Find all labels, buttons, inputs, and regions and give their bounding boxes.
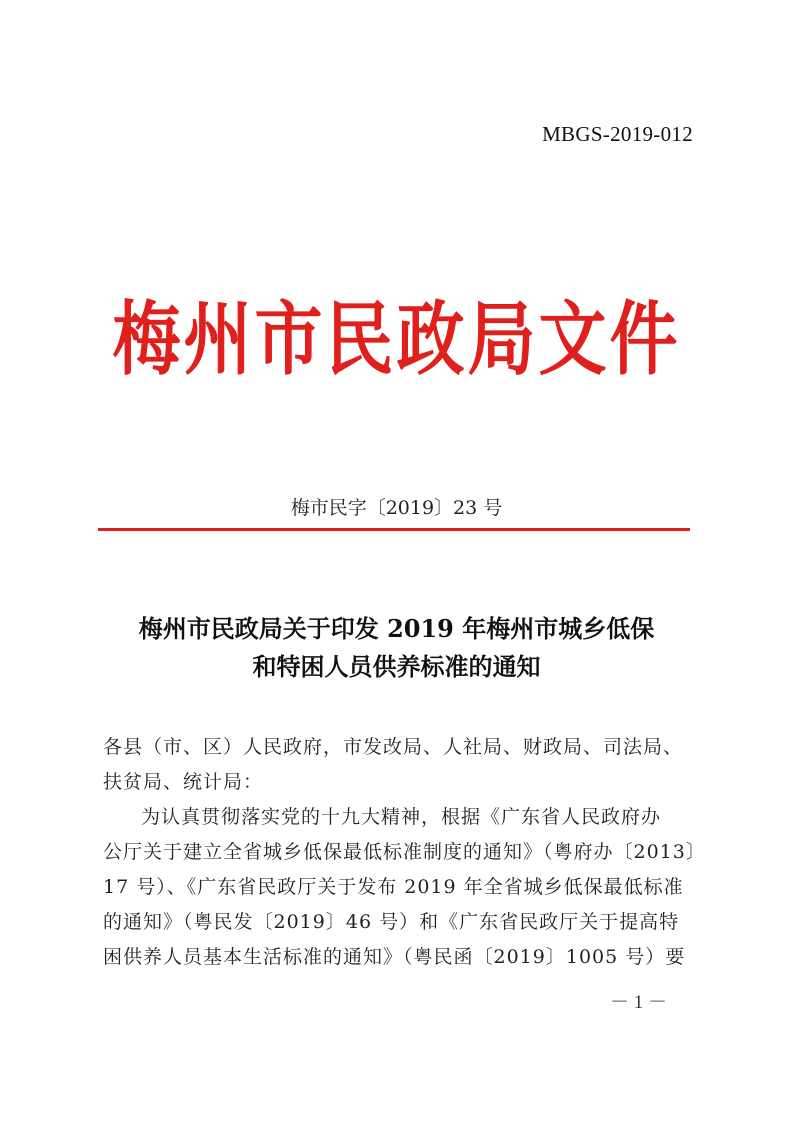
document-number: 梅市民字〔2019〕23 号 — [290, 497, 503, 519]
salutation-line-1: 各县（市、区）人民政府，市发改局、人社局、财政局、司法局、 — [103, 736, 684, 758]
salutation — [103, 730, 703, 800]
masthead-title: 梅州市民政局文件 — [112, 293, 681, 387]
notice-title-line-1: 梅州市民政局关于印发 2019 年梅州市城乡低保 — [138, 614, 655, 643]
page-number: － 1 － — [609, 992, 667, 1013]
body-line: 17 号）、《广东省民政厅关于发布 2019 年全省城乡低保最低标准 — [103, 876, 684, 898]
body-line: 的通知》（粤民发〔2019〕46 号）和《广东省民政厅关于提高特 — [103, 911, 680, 933]
body-line: 为认真贯彻落实党的十九大精神，根据《广东省人民政府办 — [141, 806, 662, 828]
notice-title — [0, 610, 793, 686]
body-line: 困供养人员基本生活标准的通知》（粤民函〔2019〕1005 号）要 — [103, 946, 686, 968]
document-code: MBGS-2019-012 — [542, 122, 693, 146]
body-line: 公厅关于建立全省城乡低保最低标准制度的通知》（粤府办〔2013〕 — [103, 841, 706, 863]
salutation-line-2: 扶贫局、统计局： — [103, 771, 264, 793]
red-divider-rule — [98, 528, 690, 531]
notice-title-line-2: 和特困人员供养标准的通知 — [252, 652, 541, 681]
body-paragraph — [103, 800, 706, 975]
